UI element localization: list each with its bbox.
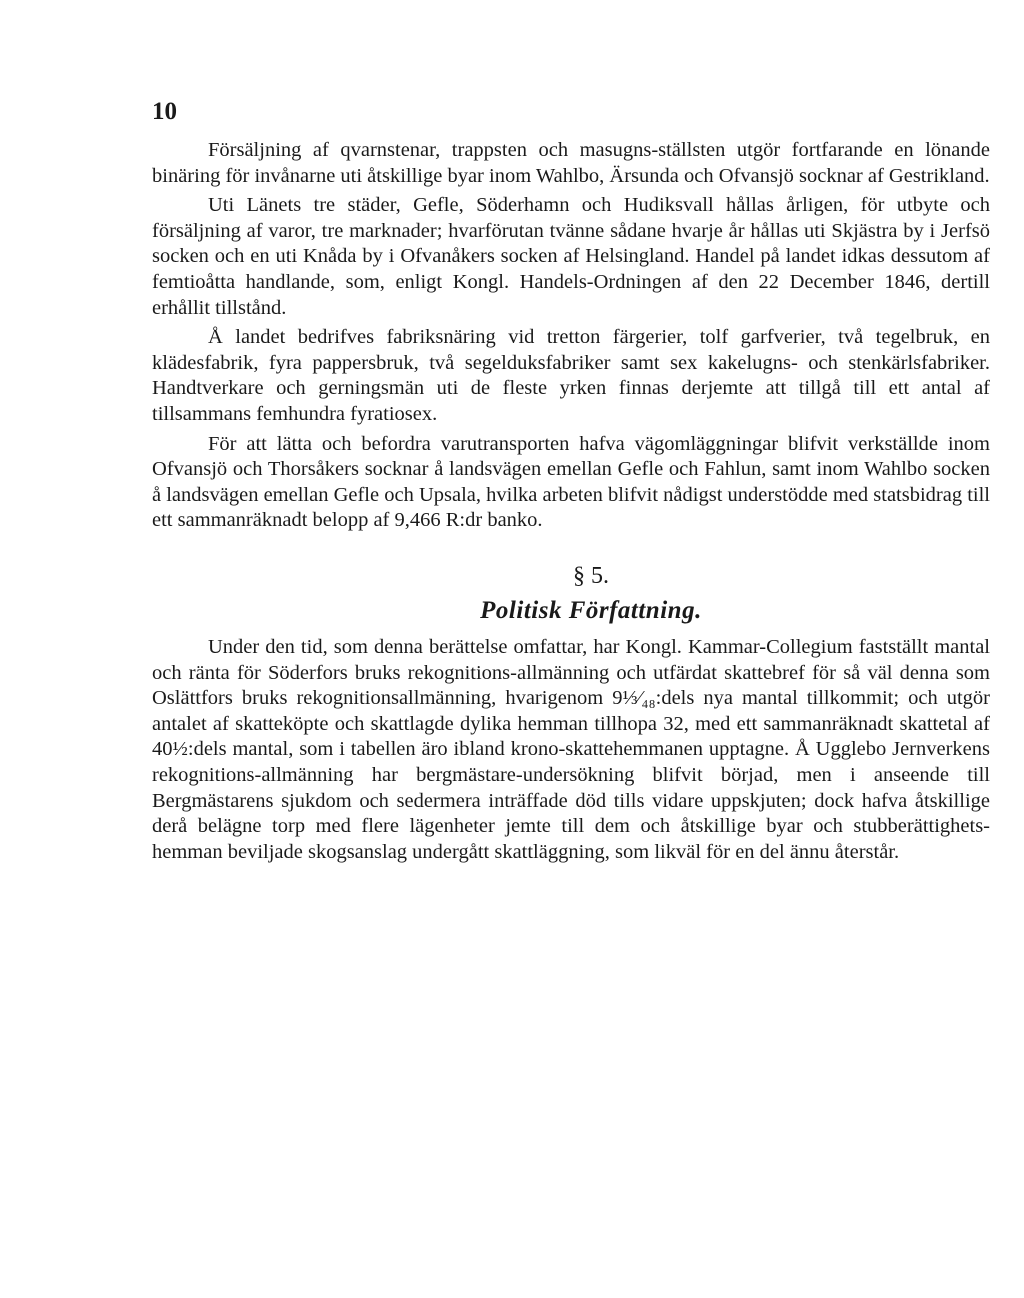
body-text xyxy=(152,138,990,869)
page-number: 10 xyxy=(152,98,177,125)
paragraph-roads: För att lätta och befordra varutransporten hafva vägomläggningar blifvit verkställde inom Ofvansjö och Thorsåkers socknar å landsvägen emellan Gefle och Fahlun, samt inom Wahlbo socken å landsvägen emellan Gefle och Upsala, hvilka arbeten blifvit nådigst understödde med statsbidrag till ett sammanräknadt belopp af 9,466 R:dr banko. xyxy=(152,432,990,532)
paragraph-millstones: Försäljning af qvarnstenar, trappsten och masugns-ställsten utgör fortfarande en lönande binäring för invånarne uti åtskillige byar inom Wahlbo, Ärsunda och Ofvansjö socknar af Gestrikland. xyxy=(152,139,990,187)
section-title: Politisk Författning. xyxy=(480,596,702,624)
section-mark: § 5. xyxy=(573,562,609,589)
paragraph-markets: Uti Länets tre städer, Gefle, Söderhamn och Hudiksvall hållas årligen, för utbyte och försäljning af varor, tre marknader; hvarförutan tvänne sådane hvarje år hållas uti Skjästra by i Jerfsö socken och en uti Knåda by i Ofvanåkers socken af Helsingland. Handel på landet idkas dessutom af femtioåtta handlande, som, enligt Kongl. Handels-Ordningen af den 22 December 1846, dertill erhållit tillstånd. xyxy=(152,194,990,319)
paragraph-political-constitution: Under den tid, som denna berättelse omfattar, har Kongl. Kammar-Collegium fastställt mantal och ränta för Söderfors bruks rekognitions-allmänning och utfärdat skattebref för så väl denna som Oslättfors bruks rekognitionsallmänning, hvarigenom 9⅓⁄₄₈:dels nya mantal tillkommit; och utgör antalet af skatteköpte och skattlagde dylika hemman tillhopa 32, med ett sammanräknadt skattetal af 40½:dels mantal, som i tabellen äro ibland krono-skattehemmanen upptagne. Å Ugglebo Jernverkens rekognitions-allmänning har bergmästare-undersökning blifvit börjad, men i anseende till Bergmästarens sjukdom och sedermera inträffade död tills vidare uppskjuten; dock hafva åtskillige derå belägne torp med flere lägenheter jemte till dem och åtskillige byar och stubberättighets-hemman beviljade skogsanslag undergått skattläggning, som likväl för en del ännu återstår. xyxy=(152,636,990,863)
paragraph-factories: Å landet bedrifves fabriksnäring vid tretton färgerier, tolf garfverier, två tegelbruk, en klädesfabrik, fyra pappersbruk, två segelduksfabriker samt sex kakelugns- och stenkärlsfabriker. Handtverkare och gerningsmän uti de fleste yrken finnas derjemte att tillgå till ett antal af tillsammans femhundra fyratiosex. xyxy=(152,326,990,425)
